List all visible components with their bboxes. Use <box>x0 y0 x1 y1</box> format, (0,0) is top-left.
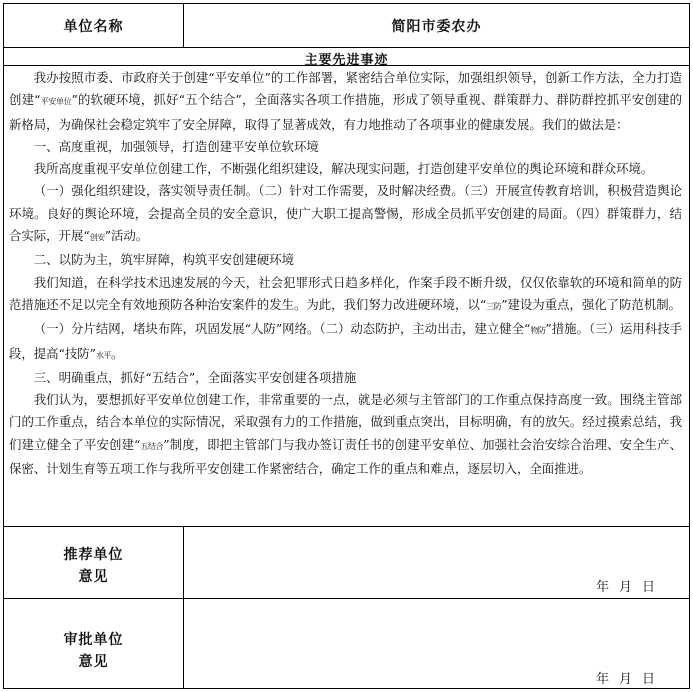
unit-name-label: 单位名称 <box>63 19 124 35</box>
text-segment: 一、高度重视，加强领导，打造创建平安单位软环境 <box>33 138 319 154</box>
heading-one <box>9 136 682 158</box>
column-divider <box>183 526 184 689</box>
text-segment: 。 <box>111 345 124 361</box>
approve-label-line2: 意见 <box>78 654 109 670</box>
small-text-segment: 物防 <box>530 326 546 336</box>
small-text-segment: 水平 <box>96 350 112 360</box>
text-segment: （一）强化组织建设，落实领导责任制。（二）针对工作需要，及时解决经费。（三）开展宣传教育培训，积极营造舆论环境。良好的舆论环境，会提高全员的安全意识，使广大职工提高警惕，形成全员抓平安创建的局面。（四）群策群力，结合实际，开展“ <box>9 183 682 244</box>
text-segment: 我所高度重视平安单位创建工作，不断强化组织建设，解决现实问题，打造创建平安单位的舆论环境和群众环境。 <box>33 161 654 177</box>
unit-name-value: 简阳市委农办 <box>391 19 482 35</box>
paragraph-intro <box>9 67 682 136</box>
heading-two <box>9 249 682 271</box>
recommend-label-line2: 意见 <box>78 569 109 585</box>
text-segment: 我办按照市委、市政府关于创建“平安单位”的工作部署，紧密结合单位实际，加强组织领导，创新工作方法，全力打造创建“ <box>9 70 682 108</box>
text-segment: 二、以防为主，筑牢屏障，构筑平安创建硬环境 <box>33 252 294 268</box>
recommend-date: 年月日 <box>596 580 666 595</box>
text-segment: ”措施。（三）运用科技手段，提高“技防” <box>9 321 682 361</box>
approve-date: 年月日 <box>596 672 666 687</box>
achievements-text <box>9 67 682 480</box>
paragraph-one-items <box>9 180 682 249</box>
row-divider <box>4 47 689 48</box>
heading-three <box>9 367 682 389</box>
small-text-segment: 三防 <box>486 301 502 311</box>
text-segment: ”活动。 <box>104 228 149 244</box>
section-title: 主要先进事迹 <box>304 53 389 68</box>
text-segment: ”制度，即把主管部门与我办签订责任书的创建平安单位、加强社会治安综合治理、安全生产、保密、计划生育等五项工作与我所平安创建工作紧密结合，确定工作的重点和难点，逐层切入，全面推进。 <box>9 436 682 477</box>
paragraph-three <box>9 389 682 480</box>
approve-label <box>4 629 183 673</box>
form-table <box>3 3 690 689</box>
row-divider <box>4 598 689 599</box>
recommend-label-line1: 推荐单位 <box>63 547 124 563</box>
paragraph-two-items <box>9 318 682 367</box>
paragraph-two <box>9 272 682 319</box>
text-segment: ”建设为重点，强化了防范机制。 <box>501 296 681 312</box>
text-segment: 我们知道，在科学技术迅速发展的今天，社会犯罪形式日趋多样化，作案手段不断升级，仅仅依靠软的环境和简单的防范措施还不足以完全有效地预防各种治安案件的发生。为此，我们努力改进硬环境，以“ <box>9 274 682 312</box>
recommend-label <box>4 544 183 588</box>
text-segment: （一）分片结网，堵块布阵，巩固发展“人防”网络。（二）动态防护，主动出击，建立健全“ <box>33 321 531 337</box>
row-divider <box>4 526 689 527</box>
text-segment: ”的软硬环境，抓好“五个结合”，全面落实各项工作措施，形成了领导重视、群策群力、群防群控抓平安创建的新格局，为确保社会稳定筑牢了安全屏障，取得了显著成效，有力地推动了各项事业的健康发展。我们的做法是： <box>9 92 682 132</box>
paragraph-one <box>9 158 682 180</box>
small-text-segment: 平安单位 <box>40 97 72 107</box>
small-text-segment: 创安 <box>89 233 105 243</box>
approve-label-line1: 审批单位 <box>63 632 124 648</box>
small-text-segment: 五结合 <box>140 441 164 451</box>
text-segment: 我们认为，要想抓好平安单位创建工作，非常重要的一点，就是必须与主管部门的工作重点保持高度一致。围绕主管部门的工作重点，结合本单位的实际情况，采取强有力的工作措施，做到重点突出，目标明确，有的放矢。经过摸索总结，我们建立健全了平安创建“ <box>9 392 682 452</box>
text-segment: 三、明确重点，抓好“五结合”，全面落实平安创建各项措施 <box>33 369 357 385</box>
